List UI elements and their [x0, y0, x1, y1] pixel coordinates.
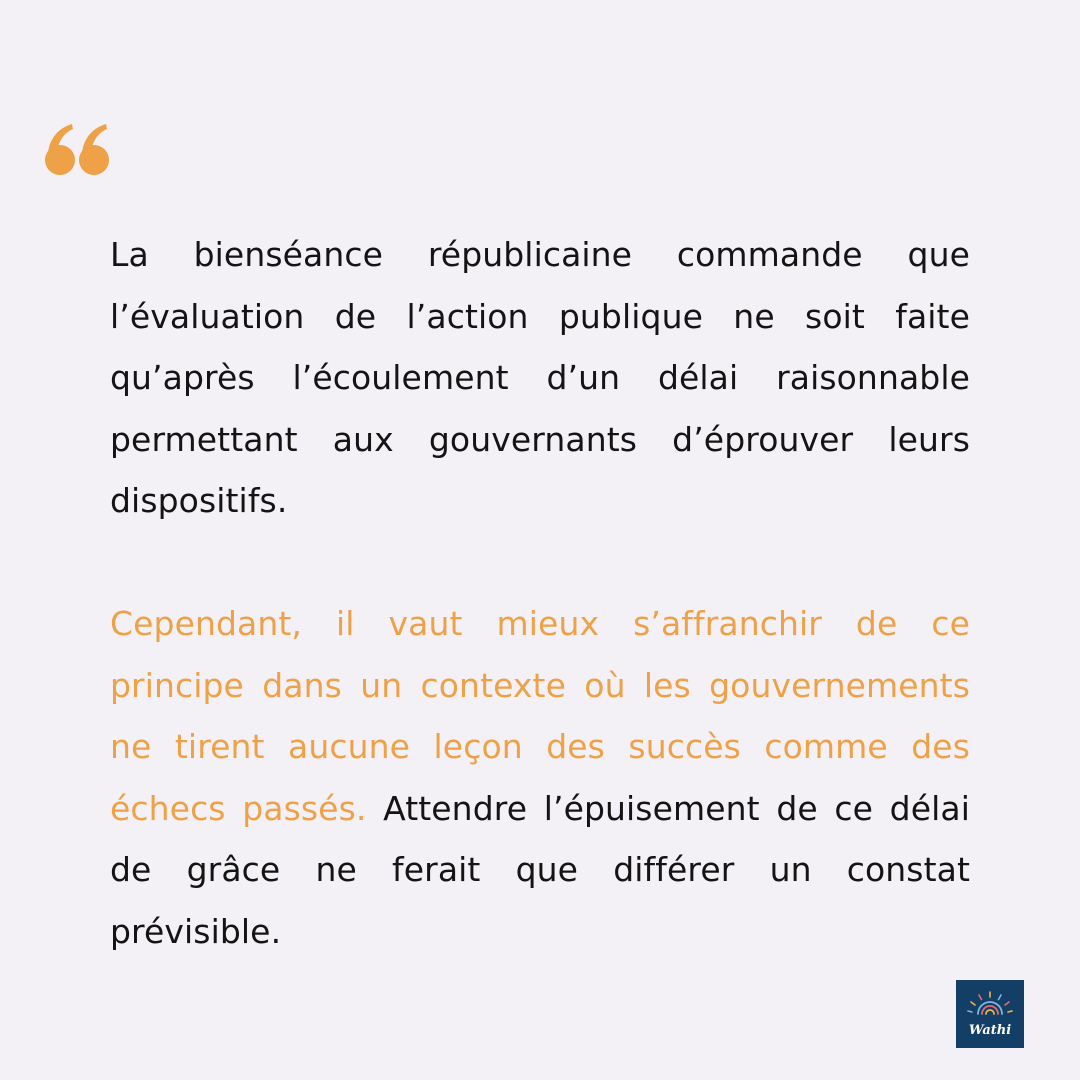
- quote-paragraph-1: La bienséance républicaine commande que l’évaluation de l’action publique ne soit faite qu’après l’écoulement d’un délai raisonnable permettant aux gouvernants d’éprouver leurs dispositifs.: [110, 235, 970, 520]
- quote-paragraph-2: [110, 593, 970, 962]
- logo-wordmark: Wathi: [968, 1023, 1012, 1038]
- wathi-logo: [956, 980, 1024, 1048]
- quote-text: [110, 224, 970, 962]
- opening-quote-icon: [44, 124, 110, 176]
- quote-highlight: Cependant, il vaut mieux s’affranchir de ce principe dans un contexte où les gouvernements ne tirent aucune leçon des succès comme des échecs passés.: [110, 604, 970, 828]
- quote-paragraph-2-rest: Attendre l’épuisement de ce délai de grâce ne ferait que différer un constat prévisible.: [110, 788, 970, 951]
